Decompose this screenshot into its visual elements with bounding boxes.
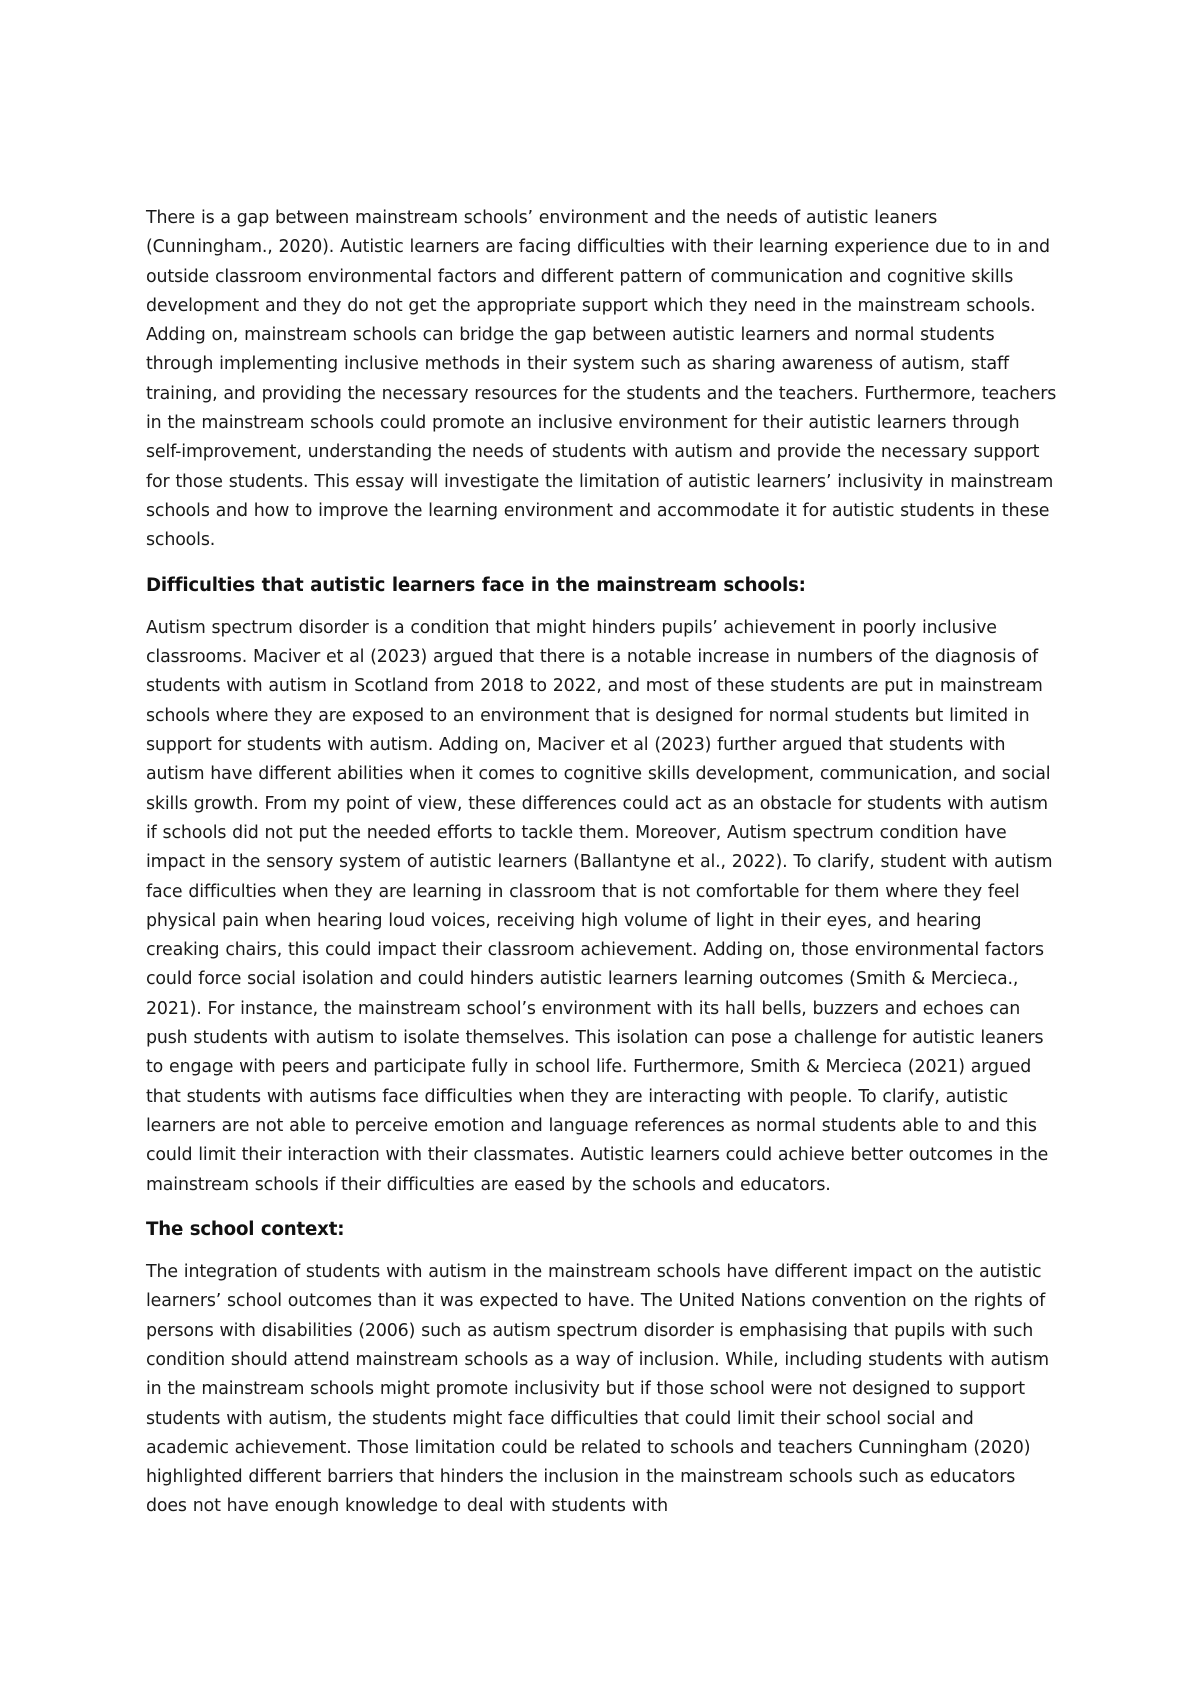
document-body (146, 204, 1058, 1537)
intro-paragraph: There is a gap between mainstream schools’ environment and the needs of autistic leaners (Cunningham., 2020). Autistic learners are facing difficulties with their learning experience due to in and outside classroom environmental factors and different pattern of communication and cognitive skills development and they do not get the appropriate support which they need in the mainstream schools. Adding on, mainstream schools can bridge the gap between autistic learners and normal students through implementing inclusive methods in their system such as sharing awareness of autism, staff training, and providing the necessary resources for the students and the teachers. Furthermore, teachers in the mainstream schools could promote an inclusive environment for their autistic learners through self-improvement, understanding the needs of students with autism and provide the necessary support for those students. This essay will investigate the limitation of autistic learners’ inclusivity in mainstream schools and how to improve the learning environment and accommodate it for autistic students in these schools. (146, 208, 1057, 551)
difficulties-paragraph: Autism spectrum disorder is a condition that might hinders pupils’ achievement in poorly inclusive classrooms. Maciver et al (2023) argued that there is a notable increase in numbers of the diagnosis of students with autism in Scotland from 2018 to 2022, and most of these students are put in mainstream schools where they are exposed to an environment that is designed for normal students but limited in support for students with autism. Adding on, Maciver et al (2023) further argued that students with autism have different abilities when it comes to cognitive skills development, communication, and social skills growth. From my point of view, these differences could act as an obstacle for students with autism if schools did not put the needed efforts to tackle them. Moreover, Autism spectrum condition have impact in the sensory system of autistic learners (Ballantyne et al., 2022). To clarify, student with autism face difficulties when they are learning in classroom that is not comfortable for them where they feel physical pain when hearing loud voices, receiving high volume of light in their eyes, and hearing creaking chairs, this could impact their classroom achievement. Adding on, those environmental factors could force social isolation and could hinders autistic learners learning outcomes (Smith & Mercieca., 2021). For instance, the mainstream school’s environment with its hall bells, buzzers and echoes can push students with autism to isolate themselves. This isolation can pose a challenge for autistic leaners to engage with peers and participate fully in school life. Furthermore, Smith & Mercieca (2021) argued that students with autisms face difficulties when they are interacting with people. To clarify, autistic learners are not able to perceive emotion and language references as normal students able to and this could limit their interaction with their classmates. Autistic learners could achieve better outcomes in the mainstream schools if their difficulties are eased by the schools and educators. (146, 617, 1053, 1195)
section-heading-difficulties: Difficulties that autistic learners face in the mainstream schools: (146, 574, 806, 596)
section-heading-school-context: The school context: (146, 1218, 345, 1240)
school-context-paragraph: The integration of students with autism in the mainstream schools have different impact on the autistic learners’ school outcomes than it was expected to have. The United Nations convention on the rights of persons with disabilities (2006) such as autism spectrum disorder is emphasising that pupils with such condition should attend mainstream schools as a way of inclusion. While, including students with autism in the mainstream schools might promote inclusivity but if those school were not designed to support students with autism, the students might face difficulties that could limit their school social and academic achievement. Those limitation could be related to schools and teachers Cunningham (2020) highlighted different barriers that hinders the inclusion in the mainstream schools such as educators does not have enough knowledge to deal with students with (146, 1262, 1049, 1517)
